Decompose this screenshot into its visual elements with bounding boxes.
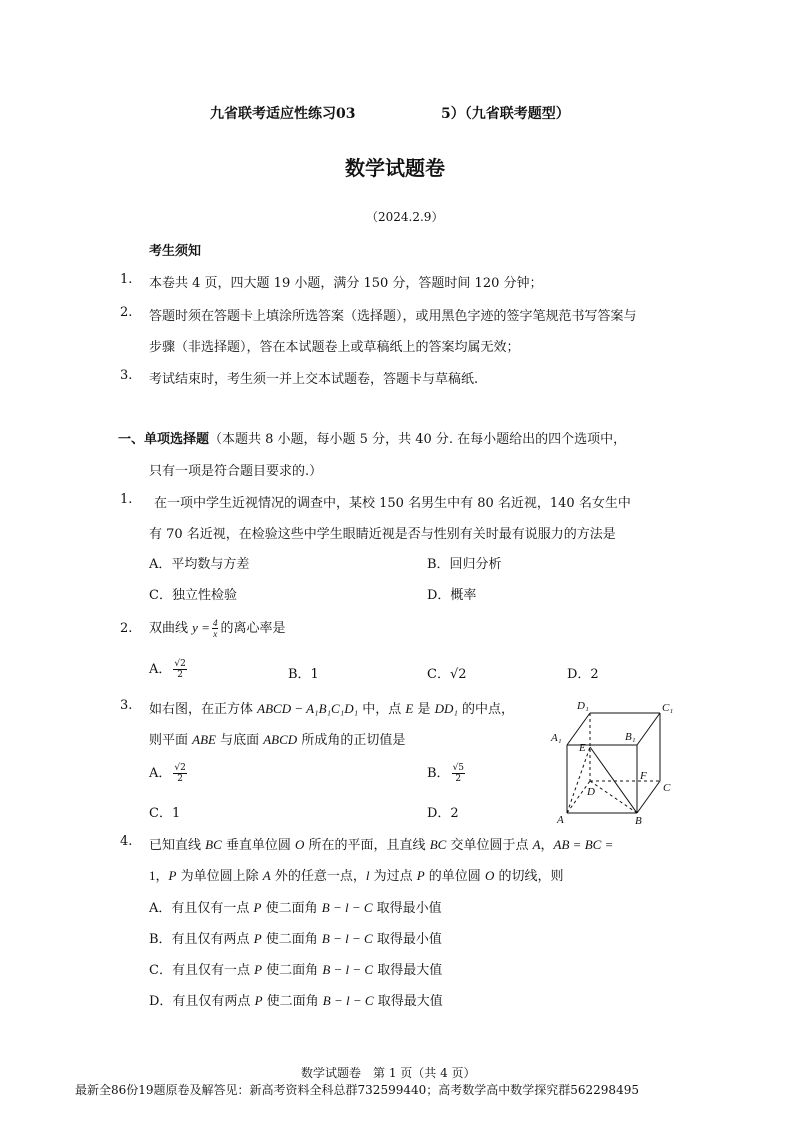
text-fragment: 为单位圆上除: [176, 869, 263, 884]
numerator: √2: [174, 659, 186, 669]
notice-item-number: 1.: [120, 272, 133, 287]
formula: B − l − C: [322, 993, 374, 1008]
fraction: [173, 659, 186, 680]
text-fragment: 如右图，在正方体: [149, 702, 258, 717]
edge-bc: [637, 781, 660, 813]
notice-item-number: 3.: [120, 368, 133, 383]
question-text: [149, 729, 405, 748]
formula: AB = BC =: [553, 837, 614, 852]
formula: 1: [149, 868, 156, 883]
text-fragment: 使二面角: [261, 932, 322, 947]
denominator: x: [213, 629, 218, 639]
text-fragment: ，: [540, 838, 554, 853]
formula: ABE: [192, 732, 216, 747]
formula: B − l − C: [321, 900, 373, 915]
denominator: 2: [455, 774, 462, 784]
section-description: （本题共 8 小题，每小题 5 分，共 40 分. 在每小题给出的四个选项中，: [209, 432, 627, 447]
formula: P: [254, 962, 263, 977]
label-a: A: [557, 814, 564, 825]
formula: DD₁: [434, 701, 458, 716]
segment-ae: [567, 747, 590, 813]
option-label: A．: [149, 662, 172, 677]
fraction: [212, 618, 219, 639]
label-d: D: [587, 786, 595, 798]
question-number: 1.: [120, 492, 133, 507]
text-fragment: 是: [413, 702, 435, 717]
exam-series-title: 九省联考适应性练习03: [210, 106, 356, 122]
section-intro: [118, 428, 626, 447]
text-fragment: 的离心率是: [220, 621, 286, 636]
label-f: F: [640, 770, 647, 782]
label-c1: C₁: [662, 702, 674, 714]
option-label: A．: [149, 766, 172, 781]
text-fragment: 的单位圆: [424, 869, 485, 884]
label-e: E: [579, 742, 586, 754]
numerator: √2: [174, 763, 186, 773]
section-description-line2: 只有一项是符合题目要求的.）: [149, 464, 323, 479]
option-a: [149, 657, 189, 683]
page-title: 数学试题卷: [345, 156, 445, 180]
text-fragment: A．有且仅有一点: [149, 901, 254, 916]
question-text: 有 70 名近视，在检验这些中学生眼睛近视是否与性别有关时最有说服力的方法是: [149, 527, 616, 542]
page-footer: 数学试题卷 第 1 页（共 4 页）: [301, 1066, 476, 1080]
edge-a1d1: [567, 713, 590, 745]
text-fragment: 与底面: [215, 733, 264, 748]
exam-date: （2024.2.9）: [366, 210, 444, 224]
question-text: [149, 834, 613, 853]
section-heading: 一、单项选择题: [118, 432, 210, 447]
text-fragment: 为过点: [369, 869, 417, 884]
option-d: D．2: [567, 667, 599, 682]
denominator: 2: [177, 774, 183, 784]
text-fragment: 交单位圆于点: [446, 838, 533, 853]
question-text: [149, 865, 563, 884]
text-fragment: 中，点: [358, 702, 406, 717]
text-fragment: 的中点，: [457, 702, 515, 717]
text-fragment: 所在的平面，且直线: [304, 838, 430, 853]
footer-ad: 最新全86份19题原卷及解答见：新高考资料全科总群732599440；高考数学高中数学探究群562298495: [75, 1083, 639, 1097]
option-c: C．1: [149, 806, 181, 821]
formula: ABCD − A₁B₁C₁D₁: [257, 701, 359, 716]
formula: B − l − C: [321, 931, 373, 946]
text-fragment: 取得最大值: [373, 994, 443, 1009]
formula: A: [532, 837, 541, 852]
option-b: B．回归分析: [427, 557, 502, 572]
formula: P: [253, 931, 262, 946]
text-fragment: 使二面角: [262, 963, 323, 978]
denominator: 2: [177, 670, 183, 680]
notice-item-text: 答题时须在答题卡上填涂所选答案（选择题），或用黑色字迹的签字笔规范书写答案与: [149, 309, 637, 324]
text-fragment: 垂直单位圆: [221, 838, 296, 853]
formula: BC: [429, 837, 447, 852]
label-d1: D₁: [577, 700, 589, 712]
fraction: [173, 763, 186, 784]
formula: O: [295, 837, 305, 852]
option-b: B．1: [288, 667, 319, 682]
text-fragment: 使二面角: [262, 994, 323, 1009]
text-fragment: 使二面角: [261, 901, 322, 916]
text-fragment: 的切线，则: [494, 869, 564, 884]
formula: ABCD: [263, 732, 298, 747]
option-c: C．独立性检验: [149, 588, 237, 603]
text-fragment: 取得最大值: [373, 963, 443, 978]
numerator: √5: [452, 763, 465, 773]
option-b: [427, 761, 467, 787]
text-fragment: 则平面: [149, 733, 193, 748]
question-text: [149, 615, 285, 642]
option-label: B．: [427, 766, 450, 781]
label-c: C: [663, 782, 671, 794]
text-fragment: 已知直线: [149, 838, 206, 853]
formula: BC: [205, 837, 222, 852]
cube-figure: [545, 695, 685, 825]
text-fragment: 取得最小值: [372, 901, 442, 916]
option-c: C．√2: [427, 667, 467, 682]
question-text: [149, 698, 514, 717]
fraction: [452, 763, 465, 784]
text-fragment: B．有且仅有两点: [149, 932, 254, 947]
text-fragment: D．有且仅有两点: [149, 994, 255, 1009]
question-number: 3.: [120, 698, 133, 713]
notice-item-text: 步骤（非选择题），答在本试题卷上或草稿纸上的答案均属无效；: [149, 340, 520, 355]
text-fragment: 取得最小值: [372, 932, 442, 947]
label-b1: B₁: [625, 731, 636, 743]
option-a: A．平均数与方差: [149, 557, 250, 572]
formula: O: [484, 868, 495, 883]
question-text: 在一项中学生近视情况的调查中，某校 150 名男生中有 80 名近视，140 名女生中: [154, 496, 631, 511]
formula: B − l − C: [322, 962, 374, 977]
option-c: [149, 959, 442, 978]
text-fragment: C．有且仅有一点: [149, 963, 255, 978]
label-a1: A₁: [551, 732, 562, 744]
notice-item-text: 本卷共 4 页，四大题 19 小题，满分 150 分，答题时间 120 分钟；: [149, 276, 543, 291]
formula: P: [254, 993, 263, 1008]
exam-type-title: 5）（九省联考题型）: [441, 106, 570, 122]
formula: E: [405, 701, 414, 716]
segment-eb: [590, 747, 637, 813]
formula: P: [253, 900, 262, 915]
text-fragment: ，: [155, 869, 169, 884]
numerator: 4: [212, 618, 218, 628]
option-b: [149, 928, 442, 947]
question-number: 2.: [120, 621, 133, 636]
notice-heading: 考生须知: [149, 244, 202, 259]
formula: P: [168, 868, 177, 883]
formula: l: [365, 868, 370, 883]
notice-item-number: 2.: [120, 305, 133, 320]
label-b: B: [635, 815, 642, 825]
formula: y =: [192, 620, 210, 635]
option-a: [149, 897, 442, 916]
text-fragment: 外的任意一点，: [270, 869, 366, 884]
text-fragment: 所成角的正切值是: [297, 733, 406, 748]
edge-db: [590, 781, 637, 813]
notice-item-text: 考试结束时，考生须一并上交本试题卷，答题卡与草稿纸.: [149, 372, 479, 387]
edge-b1c1: [637, 713, 660, 745]
option-d: D．概率: [427, 588, 477, 603]
formula: P: [416, 868, 425, 883]
question-number: 4.: [120, 834, 133, 849]
option-d: [149, 990, 443, 1009]
option-a: [149, 761, 189, 787]
text-fragment: 双曲线: [149, 621, 193, 636]
formula: A: [262, 868, 271, 883]
option-d: D．2: [427, 806, 459, 821]
